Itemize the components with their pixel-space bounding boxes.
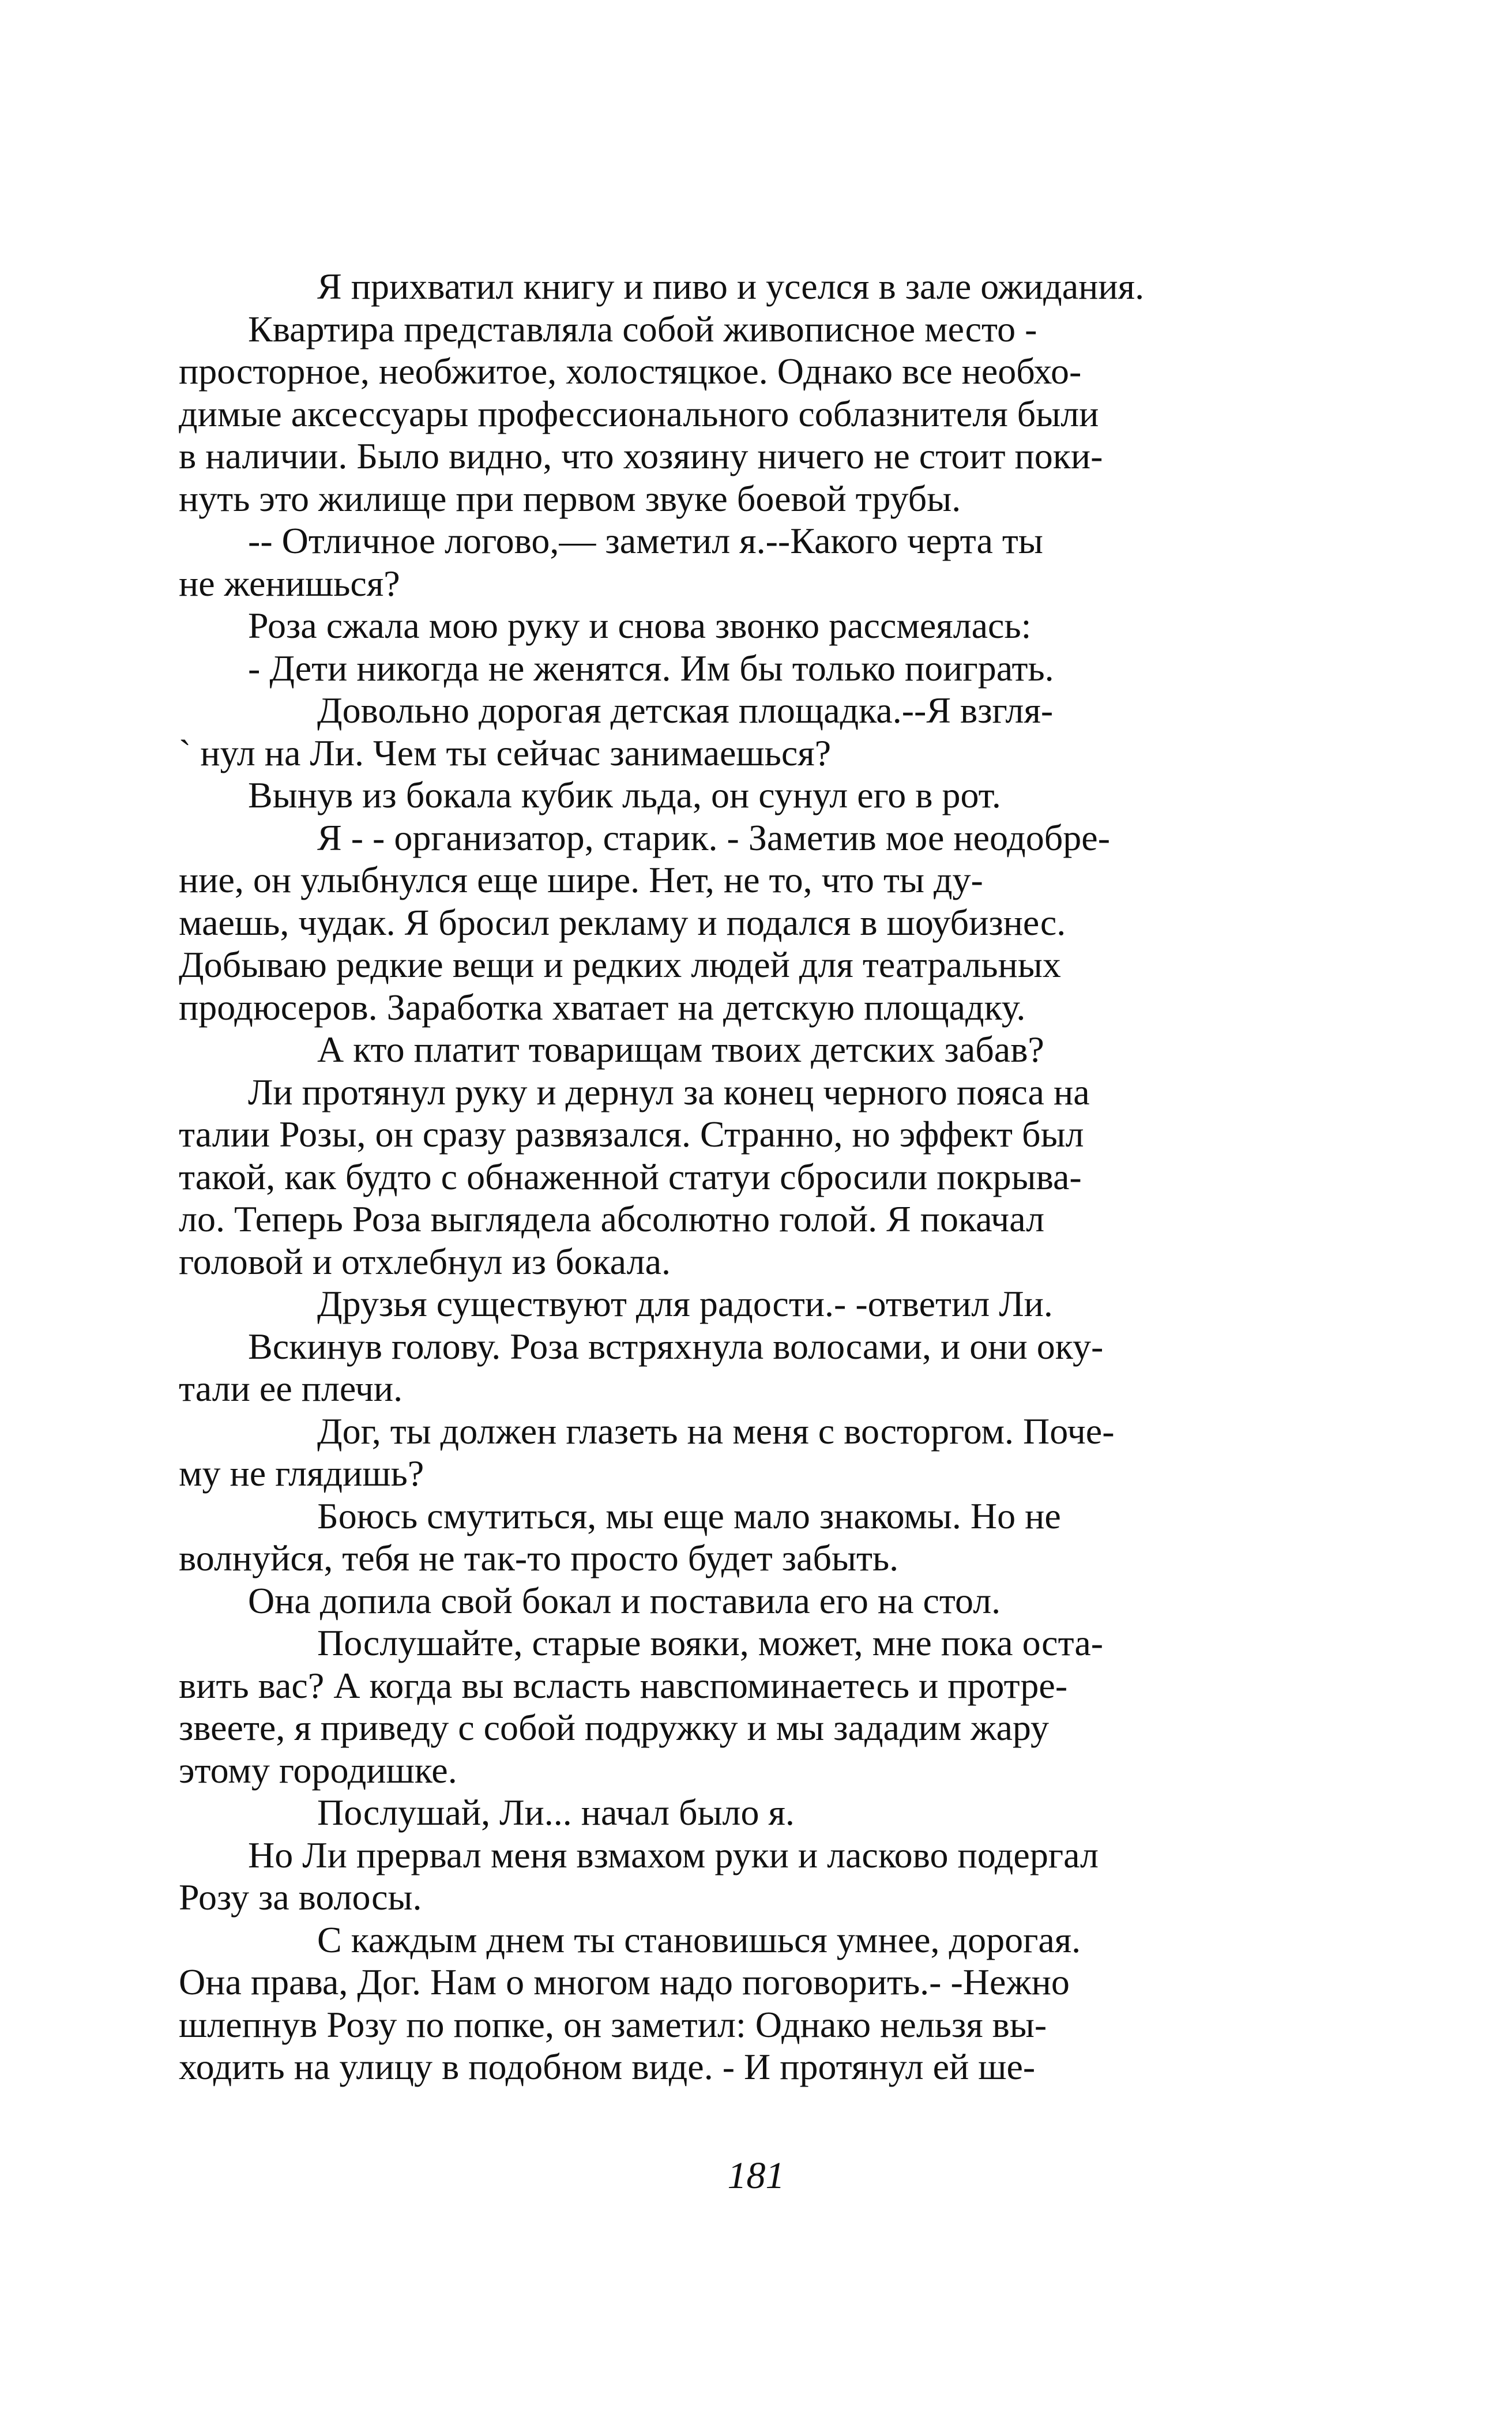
text-line: -- Отличное логово,— заметил я.--Какого черта ты [248, 520, 1043, 561]
text-line: Послушайте, старые вояки, может, мне пока оста- [317, 1622, 1104, 1663]
text-line: Она допила свой бокал и поставила его на стол. [248, 1580, 1001, 1621]
text-line: ло. Теперь Роза выглядела абсолютно голой. Я покачал [179, 1198, 1045, 1239]
text-line: ходить на улицу в подобном виде. - И протянул ей ше- [179, 2046, 1036, 2087]
text-line: А кто платит товарищам твоих детских забав? [317, 1029, 1044, 1070]
text-line: С каждым днем ты становишься умнее, дорогая. [317, 1919, 1081, 1960]
text-line: волнуйся, тебя не так-то просто будет забыть. [179, 1538, 899, 1578]
text-line: Послушай, Ли... начал было я. [317, 1792, 795, 1833]
text-line: Вынув из бокала кубик льда, он сунул его в рот. [248, 775, 1001, 815]
text-line: талии Розы, он сразу развязался. Странно, но эффект был [179, 1114, 1084, 1155]
text-line: вить вас? А когда вы всласть навспоминаетесь и протре- [179, 1664, 1068, 1706]
text-line: димые аксессуары профессионального соблазнителя были [179, 393, 1099, 434]
text-line: такой, как будто с обнаженной статуи сбросили покрыва- [179, 1156, 1082, 1197]
text-line: му не глядишь? [179, 1453, 424, 1494]
text-line: Дог, ты должен глазеть на меня с восторгом. Поче- [317, 1410, 1115, 1452]
text-line: просторное, необжитое, холостяцкое. Однако все необхо- [179, 351, 1082, 392]
text-line: звеете, я приведу с собой подружку и мы зададим жару [179, 1707, 1050, 1748]
text-line: нуть это жилище при первом звуке боевой трубы. [179, 478, 961, 519]
text-line: Довольно дорогая детская площадка.--Я взгля- [317, 690, 1054, 731]
text-line: в наличии. Было видно, что хозяину ничего не стоит поки- [179, 435, 1103, 476]
text-line: не женишься? [179, 562, 400, 604]
text-line: Добываю редкие вещи и редких людей для театральных [179, 944, 1061, 985]
text-line: ние, он улыбнулся еще шире. Нет, не то, что ты ду- [179, 859, 983, 900]
text-line: Друзья существуют для радости.- -ответил Ли. [317, 1283, 1053, 1324]
text-line: Я - - организатор, старик. - Заметив мое неодобре- [317, 817, 1110, 858]
text-line: Квартира представляла собой живописное место - [248, 308, 1037, 349]
text-line: ` нул на Ли. Чем ты сейчас занимаешься? [179, 732, 832, 773]
text-line: продюсеров. Заработка хватает на детскую площадку. [179, 986, 1026, 1028]
text-line: Роза сжала мою руку и снова звонко рассмеялась: [248, 605, 1032, 646]
text-line: Розу за волосы. [179, 1877, 422, 1918]
text-line: шлепнув Розу по попке, он заметил: Однако нельзя вы- [179, 2004, 1047, 2045]
text-line: маешь, чудак. Я бросил рекламу и подался в шоубизнес. [179, 901, 1066, 943]
text-line: тали ее плечи. [179, 1368, 403, 1409]
text-line: Она права, Дог. Нам о многом надо поговорить.- -Нежно [179, 1961, 1070, 2002]
text-line: Ли протянул руку и дернул за конец черного пояса на [248, 1071, 1090, 1112]
text-line: этому городишке. [179, 1749, 457, 1791]
text-line: Я прихватил книгу и пиво и уселся в зале ожидания. [317, 266, 1145, 307]
text-line: Но Ли прервал меня взмахом руки и ласково подергал [248, 1834, 1099, 1875]
page-number: 181 [727, 2155, 785, 2197]
text-line: Боюсь смутиться, мы еще мало знакомы. Но не [317, 1495, 1061, 1536]
text-line: - Дети никогда не женятся. Им бы только поиграть. [248, 647, 1054, 689]
text-line: головой и отхлебнул из бокала. [179, 1241, 671, 1282]
text-line: Вскинув голову. Роза встряхнула волосами, и они оку- [248, 1325, 1104, 1367]
page-body [179, 265, 1344, 2088]
